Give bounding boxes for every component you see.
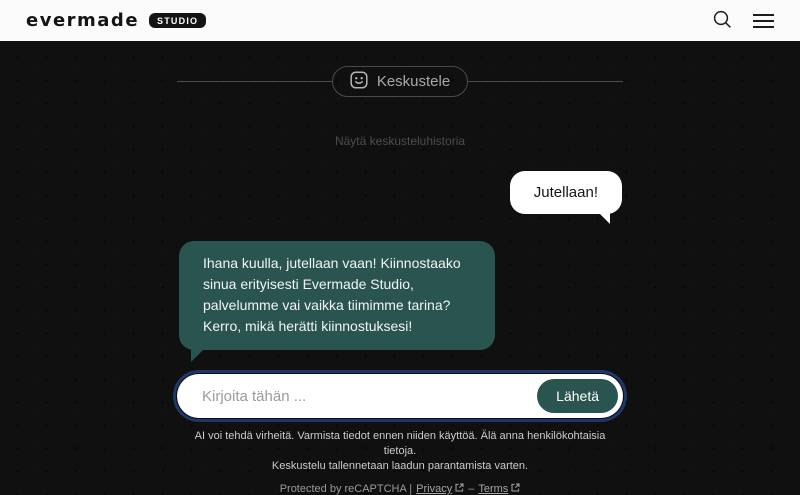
evermade-logo[interactable]: evermade [26, 10, 140, 31]
terms-link[interactable] [478, 483, 520, 495]
divider-line-right [468, 81, 623, 82]
search-icon [712, 9, 733, 33]
chat-column [177, 66, 623, 495]
history-row [177, 132, 623, 150]
external-link-icon [511, 483, 520, 495]
external-link-icon [455, 483, 464, 495]
keskustele-pill[interactable] [332, 66, 468, 97]
smiley-icon [350, 71, 368, 93]
header-actions [712, 9, 774, 33]
brand[interactable] [26, 10, 206, 31]
recaptcha-prefix: Protected by reCAPTCHA | [279, 483, 413, 495]
divider-line-left [177, 81, 332, 82]
terms-link-label: Terms [478, 483, 509, 495]
menu-button[interactable] [753, 14, 774, 28]
chat-message-user [510, 171, 622, 214]
chat-main [0, 41, 800, 495]
search-button[interactable] [712, 9, 733, 33]
studio-badge: STUDIO [149, 13, 206, 28]
keskustele-pill-label: Keskustele [376, 73, 451, 90]
chat-message-user-text: Jutellaan! [533, 184, 598, 201]
ai-disclaimer-line1: AI voi tehdä virheitä. Varmista tiedot ennen niiden käyttöä. Älä anna henkilökohtaisia tietoja. [194, 430, 606, 457]
privacy-link[interactable] [416, 483, 464, 495]
chat-input-bar [177, 374, 623, 418]
chat-message-assistant-text: Ihana kuulla, jutellaan vaan! Kiinnostaako sinua erityisesti Evermade Studio, palvelumme vai vaikka tiimimme tarina? Kerro, mikä herätti kiinnostuksesi! [203, 255, 461, 334]
recaptcha-note [177, 483, 623, 495]
chat-message-assistant [179, 241, 495, 350]
footer-separator: – [468, 483, 475, 495]
send-button[interactable]: Lähetä [537, 379, 618, 413]
section-divider [177, 66, 623, 97]
ai-disclaimer [177, 429, 623, 474]
privacy-link-label: Privacy [416, 483, 453, 495]
chat-history-toggle[interactable]: Näytä keskusteluhistoria [334, 134, 466, 148]
site-header [0, 0, 800, 41]
message-list [177, 171, 623, 350]
hamburger-icon [753, 14, 774, 28]
chat-input[interactable] [177, 374, 537, 418]
ai-disclaimer-line2: Keskustelu tallennetaan laadun parantamista varten. [271, 460, 529, 472]
